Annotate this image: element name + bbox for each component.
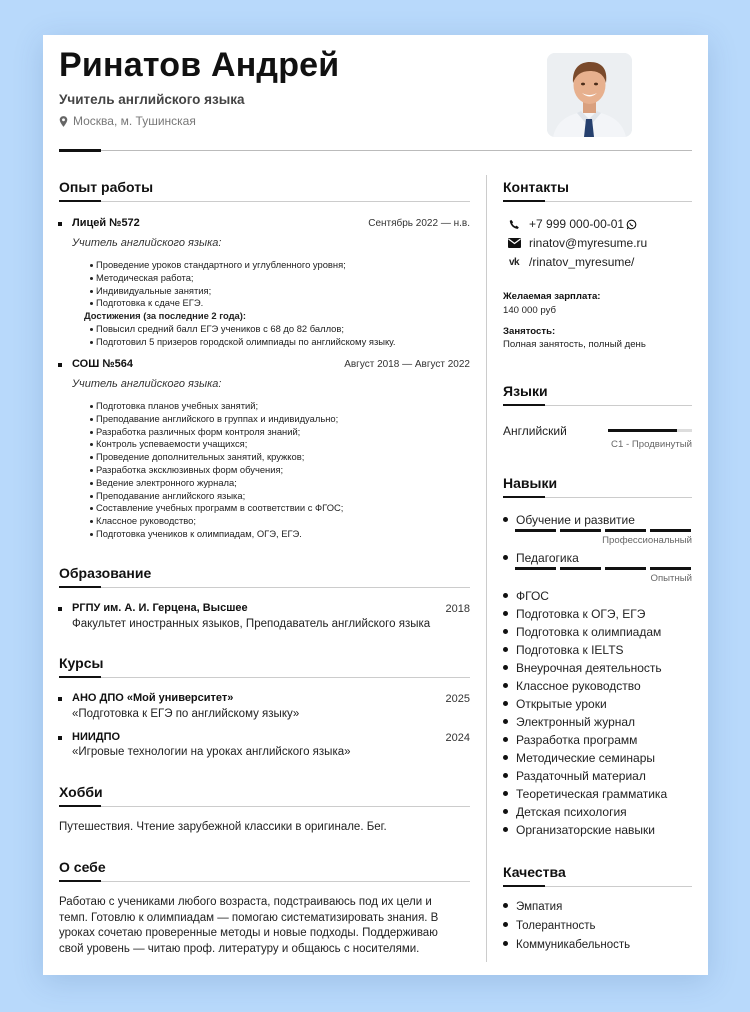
courses-heading: Курсы [59,655,104,671]
location-text: Москва, м. Тушинская [73,114,196,128]
achievements-label: Достижения (за последние 2 года): [84,310,247,322]
whatsapp-icon [626,219,637,230]
quality-item: Эмпатия [503,901,562,913]
level-segment [515,529,556,532]
contact-phone[interactable] [507,217,637,231]
skill-item: Электронный журнал [503,715,635,729]
job-bullet [58,363,62,367]
education-year: 2018 [445,603,470,615]
course-2-title: НИИДПО [72,731,121,743]
language-level: C1 - Продвинутый [611,439,692,450]
phone-text: +7 999 000-00-01 [529,217,625,231]
skill-1-level-bar [515,529,691,532]
skill-item: Детская психология [503,805,627,819]
hobby-underline [59,806,470,807]
candidate-name: Ринатов Андрей [59,46,340,84]
map-pin-icon [59,116,68,127]
list-item: Подготовка учеников к олимпиадам, ОГЭ, ЕГЭ. [72,528,343,541]
course-2-year: 2024 [445,732,470,744]
list-item: Составление учебных программ в соответствии с ФГОС; [72,502,343,515]
header-divider [59,150,692,151]
language-name: Английский [503,424,567,438]
job-1-position: Учитель английского языка: [72,237,222,249]
list-item: Подготовка к сдаче ЕГЭ. [72,297,396,310]
vk-text: /rinatov_myresume/ [529,255,635,269]
quality-item: Коммуникабельность [503,939,630,951]
hobby-text: Путешествия. Чтение зарубежной классики в оригинале. Бег. [59,821,387,833]
skill-item: Теоретическая грамматика [503,787,667,801]
skill-item: Внеурочная деятельность [503,661,662,675]
level-segment [650,529,691,532]
about-line: уроках сочетаю проверенные методы и новые подходы. Поддерживаю [59,927,438,939]
list-item: Проведение уроков стандартного и углубленного уровня; [72,259,396,272]
course-1-year: 2025 [445,693,470,705]
vk-icon: vk [508,256,520,268]
job-2-company: СОШ №564 [72,358,133,370]
quality-item: Толерантность [503,920,596,932]
candidate-title: Учитель английского языка [59,92,245,107]
language-bar [608,429,692,432]
salary-value: 140 000 руб [503,305,556,316]
skill-item: Разработка программ [503,733,637,747]
course-bullet [58,697,62,701]
skill-item: ФГОС [503,589,549,603]
experience-heading: Опыт работы [59,179,154,195]
contacts-heading: Контакты [503,179,570,195]
about-heading: О себе [59,859,106,875]
education-detail: Факультет иностранных языков, Преподаватель английского языка [72,618,431,630]
hobby-heading: Хобби [59,784,103,800]
profile-photo [547,53,632,137]
education-bullet [58,607,62,611]
header-divider-accent [59,149,101,152]
skill-2-level-bar [515,567,691,570]
employment-label: Занятость: [503,326,556,337]
list-item: Классное руководство; [72,515,343,528]
location [59,114,196,128]
level-segment [605,567,646,570]
education-underline [59,587,470,588]
course-1-title: АНО ДПО «Мой университет» [72,692,234,704]
contact-vk[interactable] [507,255,634,269]
job-2-dates: Август 2018 — Август 2022 [344,359,470,370]
language-bar-fill [608,429,677,432]
email-text: rinatov@myresume.ru [529,236,648,250]
about-line: свой уровень — читаю проф. литературу и общаюсь с носителями. [59,942,420,955]
contact-email[interactable] [507,236,647,250]
education-heading: Образование [59,565,152,581]
education-title: РГПУ им. А. И. Герцена, Высшее [72,602,248,614]
employment-value: Полная занятость, полный день [503,339,646,350]
course-1-detail: «Подготовка к ЕГЭ по английскому языку» [72,708,300,720]
salary-label: Желаемая зарплата: [503,291,601,302]
list-item: Подготовка планов учебных занятий; [72,400,343,413]
job-1-company: Лицей №572 [72,217,140,229]
skill-rated-2: Педагогика [503,551,579,565]
languages-underline [503,405,692,406]
job-1-duties [72,259,396,349]
skill-item: Подготовка к олимпиадам [503,625,661,639]
list-item: Подготовил 5 призеров городской олимпиады по английскому языку. [72,336,396,349]
envelope-icon [508,238,521,248]
skill-item: Подготовка к ОГЭ, ЕГЭ [503,607,645,621]
skill-1-level: Профессиональный [602,535,692,546]
skill-item: Методические семинары [503,751,655,765]
about-line: Работаю с учениками любого возраста, подстраиваюсь под их цели и [59,896,432,908]
list-item: Индивидуальные занятия; [72,285,396,298]
skill-item: Открытые уроки [503,697,607,711]
list-item: Повысил средний балл ЕГЭ учеников с 68 до 82 баллов; [72,323,396,336]
course-2-detail: «Игровые технологии на уроках английского языка» [72,746,351,758]
list-item: Ведение электронного журнала; [72,477,343,490]
about-underline [59,881,470,882]
list-item: Контроль успеваемости учащихся; [72,438,343,451]
courses-underline [59,677,470,678]
skill-item: Раздаточный материал [503,769,646,783]
skill-2-level: Опытный [650,573,692,584]
job-bullet [58,222,62,226]
list-item: Разработка различных форм контроля знаний; [72,426,343,439]
level-segment [515,567,556,570]
level-segment [560,529,601,532]
languages-heading: Языки [503,383,548,399]
list-item: Преподавание английского в группах и индивидуально; [72,413,343,426]
about-text [59,895,438,957]
contacts-underline [503,201,692,202]
level-segment [560,567,601,570]
qualities-heading: Качества [503,864,566,880]
list-item: Разработка эксклюзивных форм обучения; [72,464,343,477]
about-line: темп. Готовлю к олимпиадам — помогаю систематизировать знания. В [59,911,439,924]
column-divider [486,175,487,962]
experience-underline [59,201,470,202]
skill-item: Классное руководство [503,679,641,693]
course-bullet [58,736,62,740]
skills-heading: Навыки [503,475,558,491]
skills-underline [503,497,692,498]
skill-rated-1: Обучение и развитие [503,513,635,527]
list-item: Проведение дополнительных занятий, кружков; [72,451,343,464]
job-2-position: Учитель английского языка: [72,378,222,390]
phone-icon [509,219,520,230]
qualities-underline [503,886,692,887]
list-item: Преподавание английского языка; [72,490,343,503]
skill-item: Подготовка к IELTS [503,643,624,657]
list-item: Методическая работа; [72,272,396,285]
job-2-duties [72,400,343,541]
level-segment [650,567,691,570]
skill-item: Организаторские навыки [503,823,655,837]
level-segment [605,529,646,532]
job-1-dates: Сентябрь 2022 — н.в. [368,218,470,229]
resume-page [43,35,708,975]
